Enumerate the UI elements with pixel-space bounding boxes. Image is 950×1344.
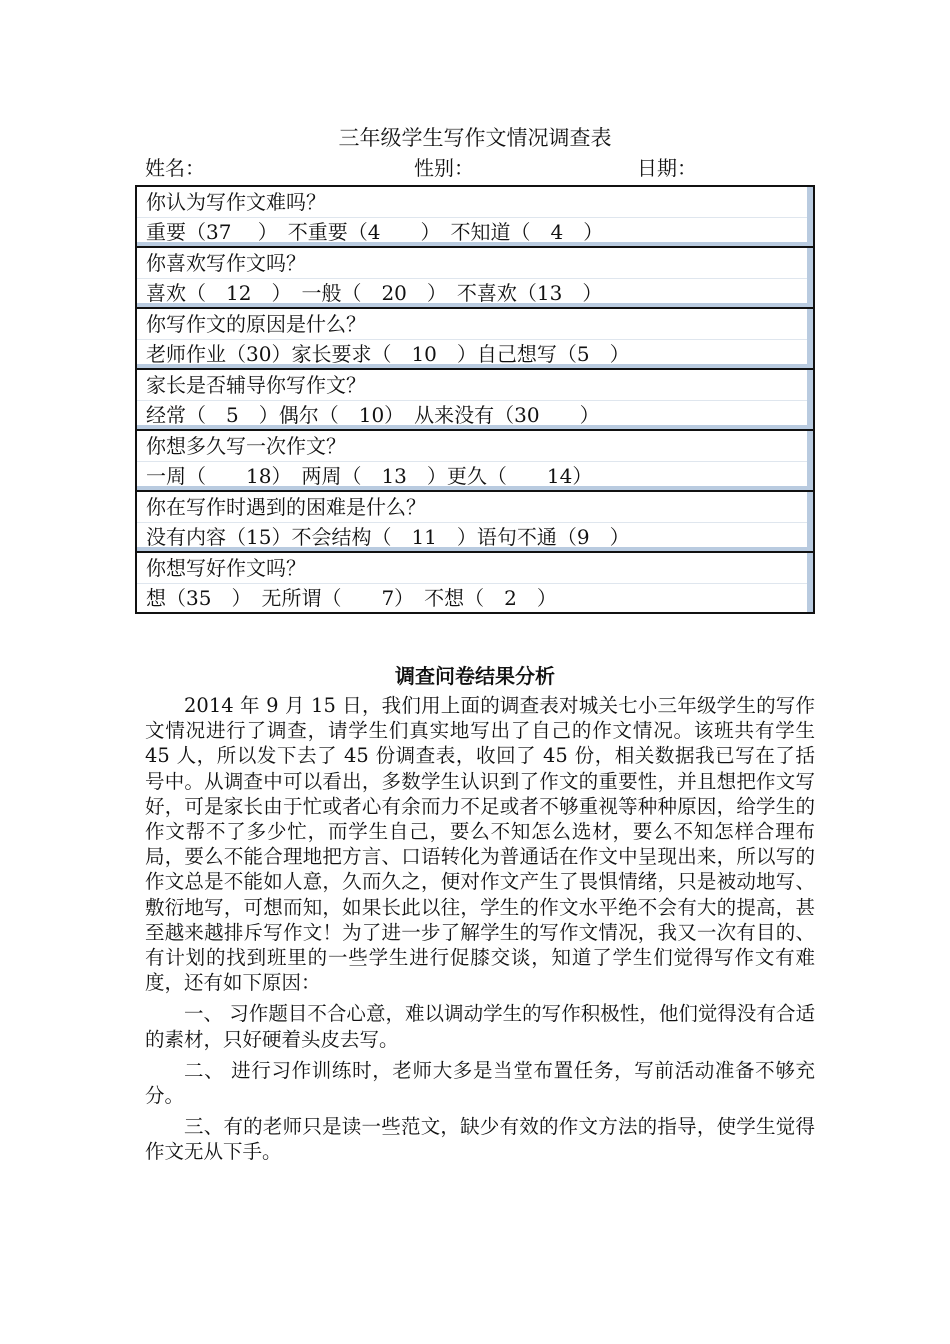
question-block-7 [137, 553, 813, 614]
answer-text: 喜欢（ 12 ） 一般（ 20 ） 不喜欢（13 ） [146, 281, 603, 305]
question-text: 你喜欢写作文吗？ [146, 251, 306, 275]
question-text: 你认为写作文难吗？ [146, 190, 326, 214]
question-text: 你写作文的原因是什么？ [146, 312, 366, 336]
survey-title: 三年级学生写作文情况调查表 [338, 126, 612, 150]
analysis-paragraph: 三、有的老师只是读一些范文，缺少有效的作文方法的指导，使学生觉得作文无从下手。 [145, 1115, 815, 1164]
question-text: 你在写作时遇到的困难是什么？ [146, 495, 426, 519]
answer-text: 经常（ 5 ）偶尔（ 10） 从来没有（30 ） [146, 403, 600, 427]
analysis-paragraph: 2014 年 9 月 15 日，我们用上面的调查表对城关七小三年级学生的写作文情况进行了调查，请学生们真实地写出了自己的作文情况。该班共有学生 45 人，所以发下去了 45 份调查表，收回了 45 份，相关数据我已写在了括号中。从调查中可以看出，多数学生认识到了作文的重要性，并且想把作文写好，可是家长由于忙或者心有余而力不足或者不够重视等种种原因，给学生的作文帮不了多少忙，而学生自己，要么不知怎么选材，要么不知怎样合理布局，要么不能合理地把方言、口语转化为普通话在作文中呈现出来，所以写的作文总是不能如人意，久而久之，便对作文产生了畏惧情绪，只是被动地写、敷衍地写，可想而知，如果长此以往，学生的作文水平绝不会有大的提高，甚至越来越排斥写作文！为了进一步了解学生的写作文情况，我又一次有目的、有计划的找到班里的一些学生进行促膝交谈，知道了学生们觉得写作文有难度，还有如下原因： [145, 694, 815, 995]
question-text: 你想多久写一次作文？ [146, 434, 346, 458]
question-block-1 [137, 187, 813, 248]
analysis-body [145, 693, 815, 1165]
analysis-title: 调查问卷结果分析 [395, 664, 555, 688]
answer-text: 没有内容（15）不会结构（ 11 ）语句不通（9 ） [146, 525, 630, 549]
question-block-2 [137, 248, 813, 309]
survey-table [135, 185, 815, 614]
question-block-3 [137, 309, 813, 370]
question-text: 你想写好作文吗？ [146, 556, 306, 580]
answer-text: 重要（37 ） 不重要（4 ） 不知道（ 4 ） [146, 220, 604, 244]
date-label: 日期： [637, 156, 697, 180]
name-label: 姓名： [145, 156, 205, 180]
gender-label: 性别： [414, 156, 474, 180]
answer-text: 一周（ 18） 两周（ 13 ）更久（ 14） [146, 464, 593, 488]
question-text: 家长是否辅导你写作文？ [146, 373, 366, 397]
analysis-paragraph: 二、 进行习作训练时，老师大多是当堂布置任务，写前活动准备不够充分。 [145, 1058, 815, 1108]
question-block-4 [137, 370, 813, 431]
answer-text: 想（35 ） 无所谓（ 7） 不想（ 2 ） [146, 586, 557, 610]
question-block-5 [137, 431, 813, 492]
question-block-6 [137, 492, 813, 553]
analysis-paragraph: 一、 习作题目不合心意，难以调动学生的写作积极性，他们觉得没有合适的素材，只好硬着头皮去写。 [145, 1002, 815, 1051]
answer-text: 老师作业（30）家长要求（ 10 ）自己想写（5 ） [146, 342, 630, 366]
